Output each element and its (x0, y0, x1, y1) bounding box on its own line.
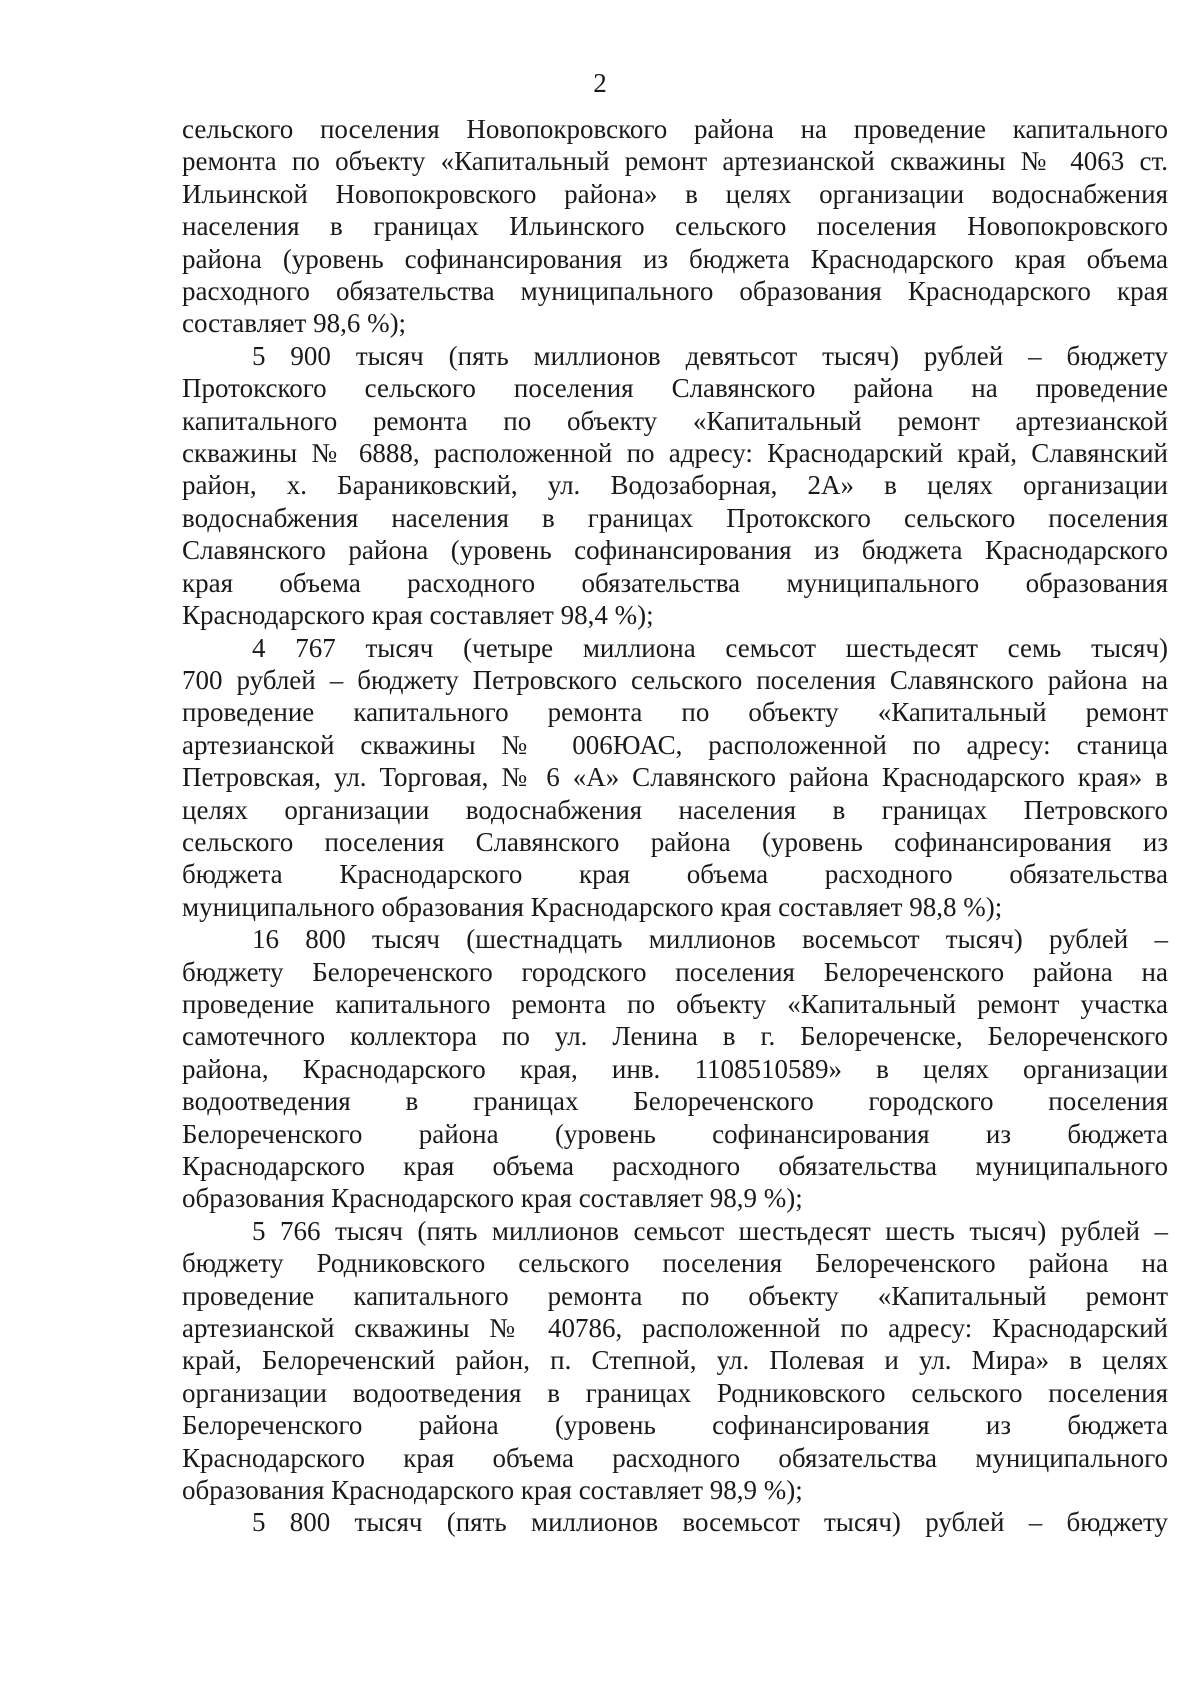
text-line: края объема расходного обязательства муниципального образования (182, 567, 1168, 598)
text-line: населения в границах Ильинского сельского поселения Новопокровского (182, 211, 1168, 242)
paragraph (182, 923, 1168, 1215)
text-line: водоотведения в границах Белореченского городского поселения (182, 1086, 1168, 1117)
text-line: артезианской скважины № 40786, расположенной по адресу: Краснодарский (182, 1313, 1168, 1344)
text-line: проведение капитального ремонта по объекту «Капитальный ремонт участка (182, 988, 1168, 1019)
text-line: Краснодарского края объема расходного обязательства муниципального (182, 1442, 1168, 1473)
text-line: 4 767 тысяч (четыре миллиона семьсот шестьдесят семь тысяч) (252, 632, 1168, 663)
text-line: скважины № 6888, расположенной по адресу: Краснодарский край, Славянский (182, 438, 1168, 469)
text-line: Белореченского района (уровень софинансирования из бюджета (182, 1118, 1168, 1149)
text-line: муниципального образования Краснодарского края составляет 98,8 %); (182, 891, 1003, 922)
text-line: образования Краснодарского края составляет 98,9 %); (182, 1183, 803, 1214)
text-line: проведение капитального ремонта по объекту «Капитальный ремонт (182, 1280, 1168, 1311)
page-number: 2 (593, 68, 607, 98)
text-line: 5 900 тысяч (пять миллионов девятьсот тысяч) рублей – бюджету (252, 340, 1168, 371)
text-line: ремонта по объекту «Капитальный ремонт артезианской скважины № 4063 ст. (182, 146, 1168, 177)
text-line: бюджету Родниковского сельского поселения Белореченского района на (182, 1248, 1168, 1279)
text-line: 700 рублей – бюджету Петровского сельского поселения Славянского района на (182, 664, 1168, 695)
text-line: проведение капитального ремонта по объекту «Капитальный ремонт (182, 697, 1168, 728)
paragraph (182, 113, 1168, 340)
text-line: 16 800 тысяч (шестнадцать миллионов восемьсот тысяч) рублей – (252, 924, 1168, 955)
text-line: Протокского сельского поселения Славянского района на проведение (182, 373, 1168, 404)
text-line: 5 800 тысяч (пять миллионов восемьсот тысяч) рублей – бюджету (252, 1507, 1168, 1538)
text-line: 5 766 тысяч (пять миллионов семьсот шестьдесят шесть тысяч) рублей – (252, 1215, 1168, 1246)
text-line: Ильинской Новопокровского района» в целях организации водоснабжения (182, 178, 1168, 209)
text-line: целях организации водоснабжения населения в границах Петровского (182, 794, 1168, 825)
text-line: организации водоотведения в границах Родниковского сельского поселения (182, 1377, 1168, 1408)
text-line: водоснабжения населения в границах Протокского сельского поселения (182, 502, 1168, 533)
text-line: сельского поселения Новопокровского района на проведение капитального (182, 114, 1168, 144)
paragraph (182, 1506, 1168, 1538)
paragraph (182, 340, 1168, 632)
text-line: бюджету Белореченского городского поселения Белореченского района на (182, 956, 1168, 987)
text-line: района (уровень софинансирования из бюджета Краснодарского края объема (182, 243, 1168, 274)
text-line: Петровская, ул. Торговая, № 6 «А» Славянского района Краснодарского края» в (182, 762, 1168, 793)
text-line: район, х. Бараниковский, ул. Водозаборная, 2А» в целях организации (182, 470, 1168, 501)
text-line: капитального ремонта по объекту «Капитальный ремонт артезианской (182, 405, 1168, 436)
text-line: Краснодарского края объема расходного обязательства муниципального (182, 1151, 1168, 1181)
paragraph (182, 632, 1168, 924)
text-line: составляет 98,6 %); (182, 308, 407, 339)
text-line: Краснодарского края составляет 98,4 %); (182, 600, 654, 631)
text-line: расходного обязательства муниципального образования Краснодарского края (182, 276, 1168, 307)
text-line: образования Краснодарского края составляет 98,9 %); (182, 1475, 803, 1506)
text-line: край, Белореченский район, п. Степной, ул. Полевая и ул. Мира» в целях (182, 1345, 1168, 1376)
text-line: сельского поселения Славянского района (уровень софинансирования из (182, 826, 1168, 857)
text-line: самотечного коллектора по ул. Ленина в г. Белореченске, Белореченского (182, 1021, 1168, 1052)
text-line: района, Краснодарского края, инв. 1108510589» в целях организации (182, 1053, 1168, 1084)
text-line: Белореченского района (уровень софинансирования из бюджета (182, 1410, 1168, 1441)
text-line: бюджета Краснодарского края объема расходного обязательства (182, 859, 1168, 890)
document-body (182, 113, 1168, 1539)
text-line: артезианской скважины № 006ЮАС, расположенной по адресу: станица (182, 729, 1168, 760)
paragraph (182, 1215, 1168, 1507)
text-line: Славянского района (уровень софинансирования из бюджета Краснодарского (182, 535, 1168, 566)
